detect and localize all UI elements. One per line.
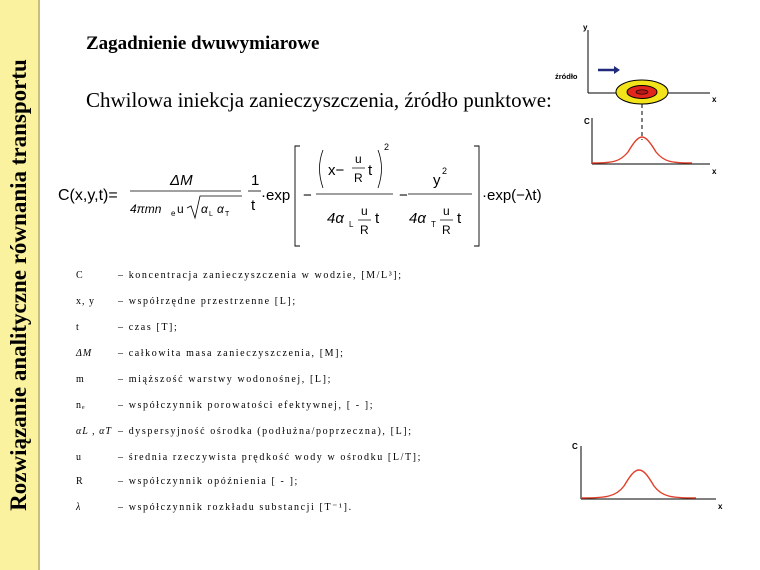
formula-four-alpha-t: 4α — [409, 210, 426, 227]
formula-numerator: ΔM — [170, 172, 193, 189]
definition-text: – czas [T]; — [118, 322, 179, 333]
sidebar-band — [0, 0, 38, 570]
definition-symbol: t — [76, 322, 80, 333]
formula-square-1: 2 — [384, 142, 390, 152]
sidebar-title: Rozwiązanie analityczne równania transportu — [6, 59, 31, 511]
formula-u-3: u — [443, 204, 450, 218]
concentration-formula — [58, 138, 568, 258]
formula-alpha-l: α — [201, 202, 208, 216]
definition-text: – współczynnik rozkładu substancji [T⁻¹]. — [118, 502, 353, 513]
c-axis-bottom-label: C — [572, 442, 578, 451]
formula-t-3: t — [457, 210, 462, 227]
formula-minus-2: − — [399, 187, 408, 204]
source-label: źródło — [555, 72, 578, 81]
formula-denominator-sub: e — [171, 209, 176, 218]
definition-text: – całkowita masa zanieczyszczenia, [M]; — [118, 348, 345, 359]
x-axis-label: x — [712, 95, 717, 104]
formula-y: y — [433, 172, 441, 189]
definition-symbol: x, y — [76, 296, 95, 307]
x-axis-bottom-label: x — [718, 502, 723, 511]
formula-alpha-t: α — [217, 202, 224, 216]
definition-text: – dyspersyjność ośrodka (podłużna/poprzeczna), [L]; — [118, 426, 413, 437]
definition-text: – miąższość warstwy wodonośnej, [L]; — [118, 374, 332, 385]
definition-symbol: nₑ — [76, 400, 86, 411]
concentration-curve-bottom — [581, 470, 696, 498]
definition-symbol: R — [76, 476, 84, 487]
definition-text: – współrzędne przestrzenne [L]; — [118, 296, 297, 307]
sidebar-divider — [38, 0, 40, 570]
formula-r-3: R — [442, 223, 451, 237]
definition-symbol: λ — [76, 502, 82, 513]
y-axis-label: y — [583, 23, 588, 32]
formula-t: t — [251, 197, 256, 214]
formula-four-alpha-l: 4α — [327, 210, 344, 227]
concentration-curve — [592, 137, 692, 163]
x-axis-lower-label: x — [712, 167, 717, 176]
formula-alpha-t-sub: T — [225, 211, 230, 218]
formula-lhs: C(x,y,t)= — [58, 187, 118, 204]
formula-denominator-u: u — [177, 202, 184, 216]
formula-minus-1: − — [303, 187, 312, 204]
c-axis-label: C — [584, 117, 590, 126]
slide-subtitle: Chwilowa iniekcja zanieczyszczenia, źródło punktowe: — [86, 88, 552, 112]
definition-symbol: ΔM — [76, 348, 93, 359]
flow-arrow-head — [614, 66, 620, 74]
formula-exp: ·exp — [261, 187, 291, 204]
formula-one: 1 — [251, 172, 260, 189]
definition-symbol: αL , αT — [76, 426, 112, 437]
formula-u-2: u — [361, 204, 368, 218]
formula-square-2: 2 — [442, 166, 448, 176]
formula-alpha-l-sub: L — [209, 211, 213, 218]
definition-text: – współczynnik opóźnienia [ - ]; — [118, 476, 299, 487]
definition-symbol: u — [76, 452, 82, 463]
definition-symbol: m — [76, 374, 85, 385]
formula-den-sub-l: L — [349, 220, 354, 229]
definition-text: – współczynnik porowatości efektywnej, [ - ]; — [118, 400, 375, 411]
definition-text: – koncentracja zanieczyszczenia w wodzie, [M/L³]; — [118, 270, 403, 281]
formula-denominator: 4πmn — [130, 202, 162, 216]
definition-text: – średnia rzeczywista prędkość wody w ośrodku [L/T]; — [118, 452, 422, 463]
formula-tail: ·exp(−λt) — [482, 187, 542, 204]
formula-x-minus: x− — [328, 162, 345, 179]
formula-r-2: R — [360, 223, 369, 237]
concentration-diagram — [560, 436, 750, 516]
definition-symbol: C — [76, 270, 84, 281]
plume-diagram — [550, 18, 750, 180]
formula-t-1: t — [368, 162, 373, 179]
slide-title: Zagadnienie dwuwymiarowe — [86, 33, 320, 54]
formula-r-1: R — [354, 171, 363, 185]
formula-u-1: u — [355, 152, 362, 166]
formula-den-sub-t: T — [431, 220, 436, 229]
formula-t-2: t — [375, 210, 380, 227]
plume-core — [636, 90, 648, 94]
